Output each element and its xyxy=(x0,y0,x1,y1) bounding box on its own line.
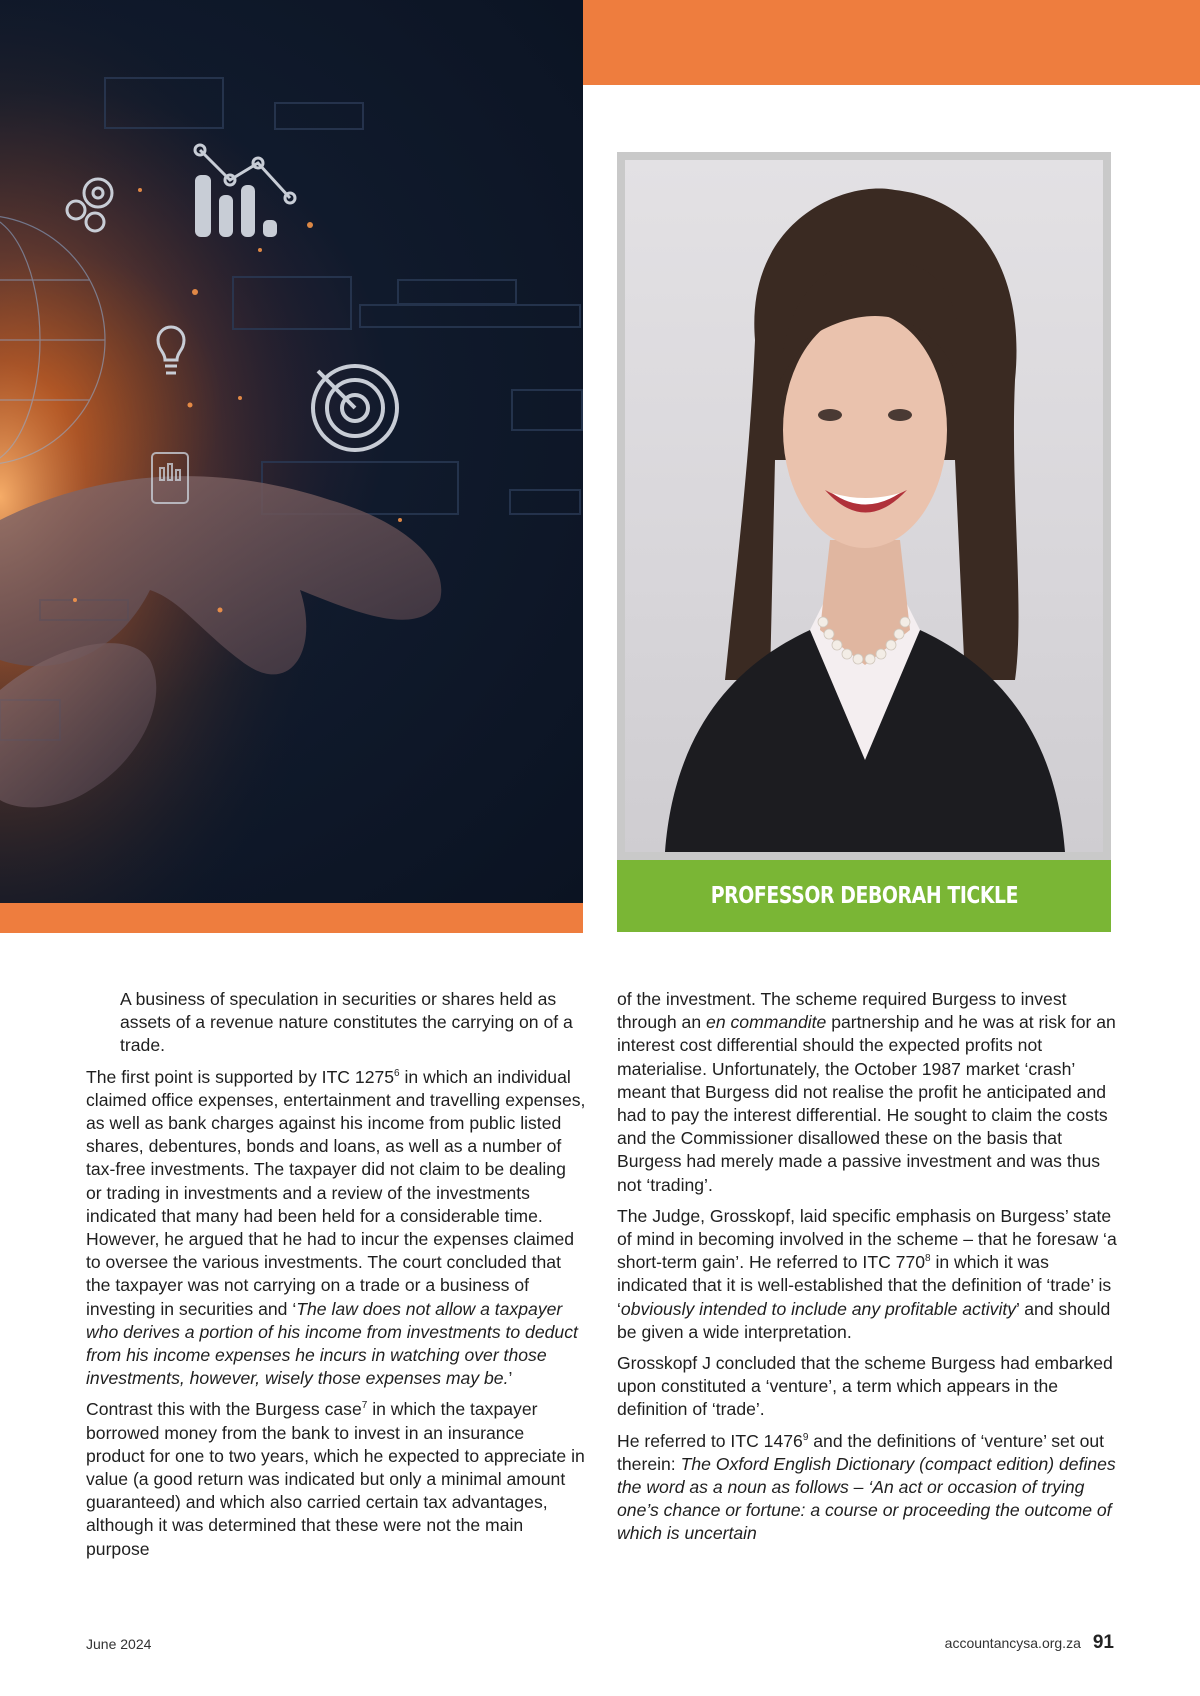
text-run: and the definitions of ‘venture’ set out therein: xyxy=(617,1430,1105,1474)
article-column-right xyxy=(617,988,1117,1554)
portrait-caption-bar xyxy=(617,860,1111,932)
page-number: 91 xyxy=(1092,1632,1114,1653)
portrait-frame xyxy=(617,152,1111,860)
hero-image xyxy=(0,0,583,903)
italic-quote: The Oxford English Dictionary (compact edition) defines the word as a noun as follows – ‘An act or occasion of trying one’s chance or fortune: a course or proceeding the outcome of which is uncertain xyxy=(617,1453,1116,1544)
paragraph: Grosskopf J concluded that the scheme Burgess had embarked upon constituted a ‘venture’, a term which appears in the definition of ‘trade’. xyxy=(617,1353,1113,1420)
text-run: ’ xyxy=(508,1368,513,1389)
block-quote: A business of speculation in securities or shares held as assets of a revenue nature constitutes the carrying on of a trade. xyxy=(120,989,573,1056)
italic-term: en commandite xyxy=(706,1012,827,1033)
text-run: The first point is supported by ITC 1275 xyxy=(86,1066,395,1087)
footnote-ref: 9 xyxy=(802,1431,809,1443)
text-run: He referred to ITC 1476 xyxy=(617,1430,803,1451)
paragraph xyxy=(617,988,1117,1197)
footnote-ref: 7 xyxy=(361,1400,368,1412)
hero-accent-bar xyxy=(0,903,583,933)
portrait-illustration xyxy=(625,160,1103,852)
hero-illustration xyxy=(0,0,583,903)
footer-date: June 2024 xyxy=(86,1636,152,1652)
header-accent-bar xyxy=(583,0,1200,85)
text-run: Contrast this with the Burgess case xyxy=(86,1399,362,1420)
paragraph xyxy=(617,1430,1117,1546)
italic-quote: The law does not allow a taxpayer who derives a portion of his income from investments to deduct from his income expenses he incurs in watching over those investments, however, wisely those expenses may be. xyxy=(86,1298,578,1389)
text-run: of the investment. The scheme required Burgess to invest through an xyxy=(617,989,1067,1033)
text-run: The Judge, Grosskopf, laid specific emphasis on Burgess’ state of mind in becoming involved in the scheme – that he foresaw ‘a short-term gain’. He referred to ITC 770 xyxy=(617,1205,1117,1273)
paragraph xyxy=(86,1066,586,1391)
italic-quote: obviously intended to include any profitable activity xyxy=(620,1298,1017,1319)
footnote-ref: 6 xyxy=(394,1067,400,1079)
target-icon xyxy=(313,366,397,450)
article-column-left xyxy=(86,988,586,1569)
text-run: partnership and he was at risk for an interest cost differential should the expected profits not materialise. Unfortunately, the October 1987 market ‘crash’ meant that Burgess did not realise the profit he anticipated and had to pay the interest differential. He sought to claim the costs and the Commissioner disallowed these on the basis that Burgess had merely made a passive investment and was thus not ‘trading’. xyxy=(617,1012,1116,1195)
portrait-caption: PROFESSOR DEBORAH TICKLE xyxy=(710,883,1018,909)
text-run: in which it was indicated that it is well-established that the definition of ‘trade’ is ‘ xyxy=(617,1252,1112,1319)
portrait-photo xyxy=(625,160,1103,852)
paragraph xyxy=(617,1205,1117,1344)
text-run: ’ and should be given a wide interpretation. xyxy=(617,1298,1111,1342)
text-run: in which an individual claimed office expenses, entertainment and travelling expenses, as well as bank charges against his income from public listed shares, debentures, bonds and loans, as well as a number of tax-free investments. The taxpayer did not claim to be dealing or trading in investments and a review of the investments indicated that many had been held for a considerable time. However, he argued that he had to incur the expenses claimed to oversee the various investments. The court concluded that the taxpayer was not carrying on a trade or a business of investing in securities and ‘ xyxy=(86,1066,586,1319)
footnote-ref: 8 xyxy=(925,1253,931,1265)
text-run: in which the taxpayer borrowed money from the bank to invest in an insurance product for one to two years, which he expected to appreciate in value (a good return was indicated but only a minimal amount guaranteed) and which also carried certain tax advantages, although it was determined that these were not the main purpose xyxy=(86,1399,585,1559)
paragraph xyxy=(86,1398,586,1560)
footer-website: accountancysa.org.za xyxy=(944,1635,1081,1651)
footer-right xyxy=(945,1632,1114,1654)
